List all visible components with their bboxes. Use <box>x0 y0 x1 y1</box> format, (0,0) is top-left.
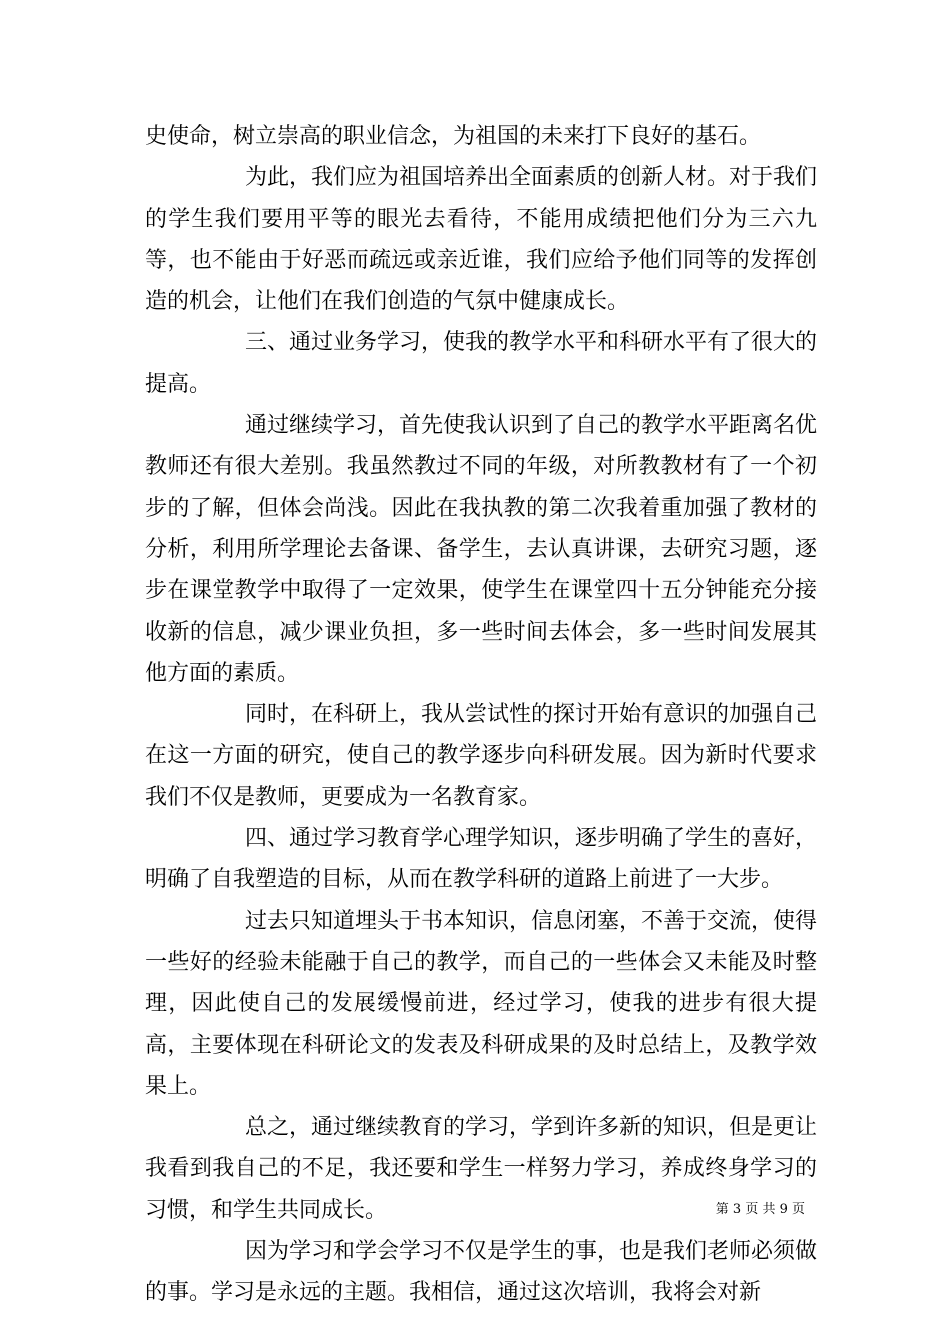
paragraph-5: 同时，在科研上，我从尝试性的探讨开始有意识的加强自己在这一方面的研究，使自己的教学逐步向科研发展。因为新时代要求我们不仅是教师，更要成为一名教育家。 <box>145 702 818 810</box>
paragraph-6-heading: 四、通过学习教育学心理学知识，逐步明确了学生的喜好，明确了自我塑造的目标，从而在教学科研的道路上前进了一大步。 <box>145 826 818 893</box>
page-number-footer: 第 3 页 共 9 页 <box>715 1202 805 1217</box>
paragraph-3-heading: 三、通过业务学习，使我的教学水平和科研水平有了很大的提高。 <box>145 330 818 397</box>
paragraph-7: 过去只知道埋头于书本知识，信息闭塞，不善于交流，使得一些好的经验未能融于自己的教学，而自己的一些体会又未能及时整理，因此使自己的发展缓慢前进，经过学习，使我的进步有很大提高，主要体现在科研论文的发表及科研成果的及时总结上，及教学效果上。 <box>145 908 818 1099</box>
paragraph-1: 史使命，树立崇高的职业信念，为祖国的未来打下良好的基石。 <box>145 124 762 149</box>
paragraph-9: 因为学习和学会学习不仅是学生的事，也是我们老师必须做的事。学习是永远的主题。我相信，通过这次培训，我将会对新 <box>145 1239 818 1306</box>
paragraph-4: 通过继续学习，首先使我认识到了自己的教学水平距离名优教师还有很大差别。我虽然教过不同的年级，对所教教材有了一个初步的了解，但体会尚浅。因此在我执教的第二次我着重加强了教材的分析，利用所学理论去备课、备学生，去认真讲课，去研究习题，逐步在课堂教学中取得了一定效果，使学生在课堂四十五分钟能充分接收新的信息，减少课业负担，多一些时间去体会，多一些时间发展其他方面的素质。 <box>145 413 818 686</box>
paragraph-2: 为此，我们应为祖国培养出全面素质的创新人材。对于我们的学生我们要用平等的眼光去看待，不能用成绩把他们分为三六九等，也不能由于好恶而疏远或亲近谁，我们应给予他们同等的发挥创造的机会，让他们在我们创造的气氛中健康成长。 <box>145 165 818 315</box>
document-body <box>145 116 817 1314</box>
paragraph-8: 总之，通过继续教育的学习，学到许多新的知识，但是更让我看到我自己的不足，我还要和学生一样努力学习，养成终身学习的习惯，和学生共同成长。 <box>145 1115 818 1223</box>
